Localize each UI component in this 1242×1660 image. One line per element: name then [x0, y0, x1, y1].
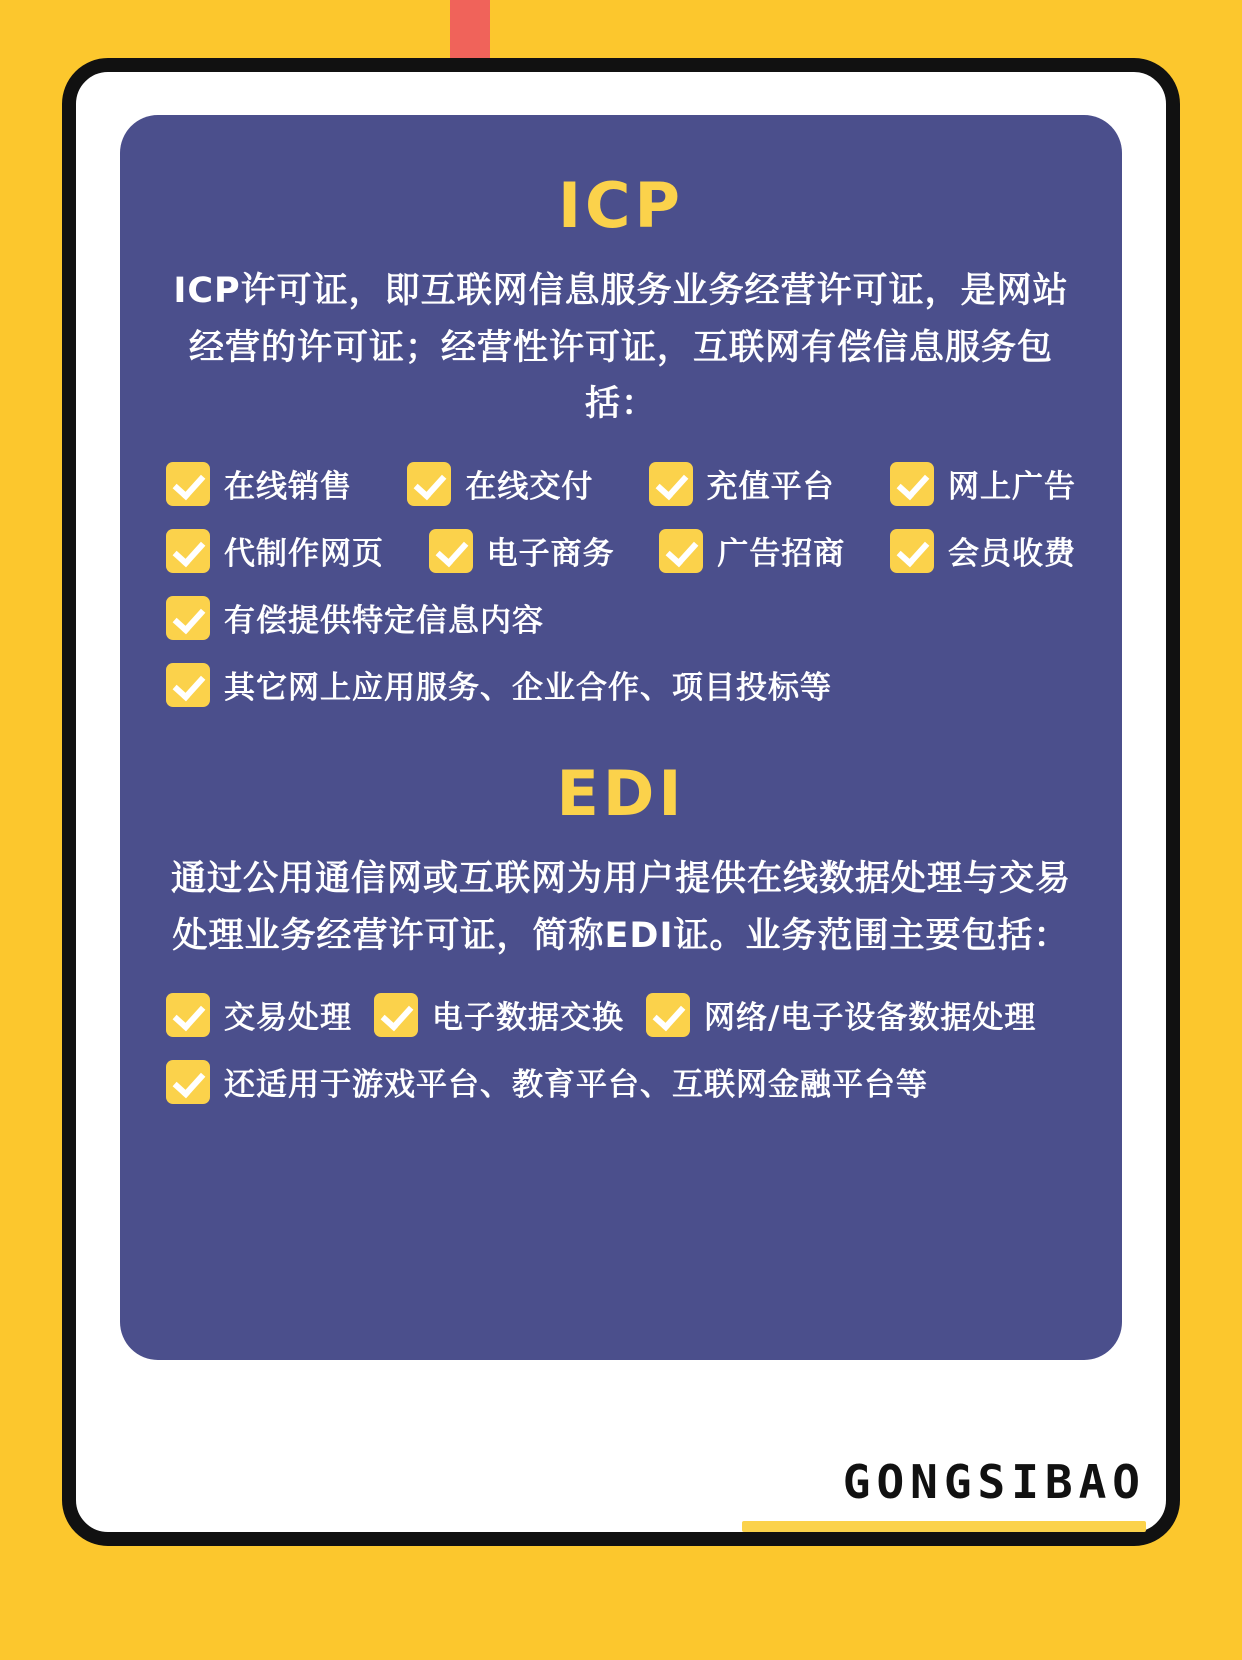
check-icon — [166, 462, 210, 506]
list-item — [166, 1059, 928, 1104]
list-item-label: 有偿提供特定信息内容 — [224, 603, 544, 640]
check-icon — [890, 529, 934, 573]
edi-row-1 — [166, 992, 1076, 1037]
icp-row-2 — [166, 528, 1076, 573]
check-icon — [166, 529, 210, 573]
list-item — [890, 461, 1076, 506]
list-item-label: 其它网上应用服务、企业合作、项目投标等 — [224, 670, 832, 707]
check-icon — [659, 529, 703, 573]
check-icon — [429, 529, 473, 573]
list-item-label: 在线销售 — [224, 469, 352, 506]
check-icon — [166, 663, 210, 707]
list-item — [166, 662, 832, 707]
list-item-label: 交易处理 — [224, 1000, 352, 1037]
edi-row-2 — [166, 1059, 1076, 1104]
list-item — [166, 528, 384, 573]
list-item-label: 网上广告 — [947, 469, 1076, 506]
list-item-label: 广告招商 — [717, 536, 846, 573]
list-item — [646, 992, 1036, 1037]
list-item — [374, 992, 624, 1037]
section-paragraph-edi: 通过公用通信网或互联网为用户提供在线数据处理与交易处理业务经营许可证，简称EDI证。业务范围主要包括： — [170, 859, 1071, 956]
list-item-label: 充值平台 — [706, 469, 835, 506]
brand-footer — [742, 1455, 1146, 1532]
list-item-label: 电子数据交换 — [432, 1000, 624, 1037]
check-icon — [166, 1060, 210, 1104]
icp-row-1 — [166, 461, 1076, 506]
list-item — [890, 528, 1076, 573]
list-item-label: 会员收费 — [947, 536, 1076, 573]
check-icon — [890, 462, 934, 506]
list-item — [649, 461, 835, 506]
check-icon — [646, 993, 690, 1037]
brand-underline — [742, 1521, 1146, 1532]
list-item-label: 在线交付 — [465, 469, 594, 506]
list-item — [166, 461, 352, 506]
section-title-icp: ICP — [557, 169, 684, 242]
brand-name: GONGSIBAO — [842, 1455, 1146, 1509]
list-item — [166, 595, 544, 640]
content-panel — [120, 115, 1122, 1360]
list-item — [659, 528, 845, 573]
check-icon — [166, 596, 210, 640]
icp-row-4 — [166, 662, 1076, 707]
list-item-label: 电子商务 — [486, 536, 615, 573]
check-icon — [407, 462, 451, 506]
list-item-label: 网络/电子设备数据处理 — [704, 1000, 1037, 1037]
list-item — [407, 461, 593, 506]
section-paragraph-icp: ICP许可证，即互联网信息服务业务经营许可证，是网站经营的许可证；经营性许可证，互联网有偿信息服务包括： — [173, 271, 1069, 425]
list-item-label: 代制作网页 — [224, 536, 384, 573]
icp-row-3 — [166, 595, 1076, 640]
list-item — [429, 528, 615, 573]
section-title-edi: EDI — [556, 757, 686, 831]
icp-item-list — [166, 461, 1076, 707]
check-icon — [649, 462, 693, 506]
check-icon — [166, 993, 210, 1037]
list-item-label: 还适用于游戏平台、教育平台、互联网金融平台等 — [224, 1067, 928, 1104]
edi-item-list — [166, 992, 1076, 1104]
check-icon — [374, 993, 418, 1037]
list-item — [166, 992, 352, 1037]
